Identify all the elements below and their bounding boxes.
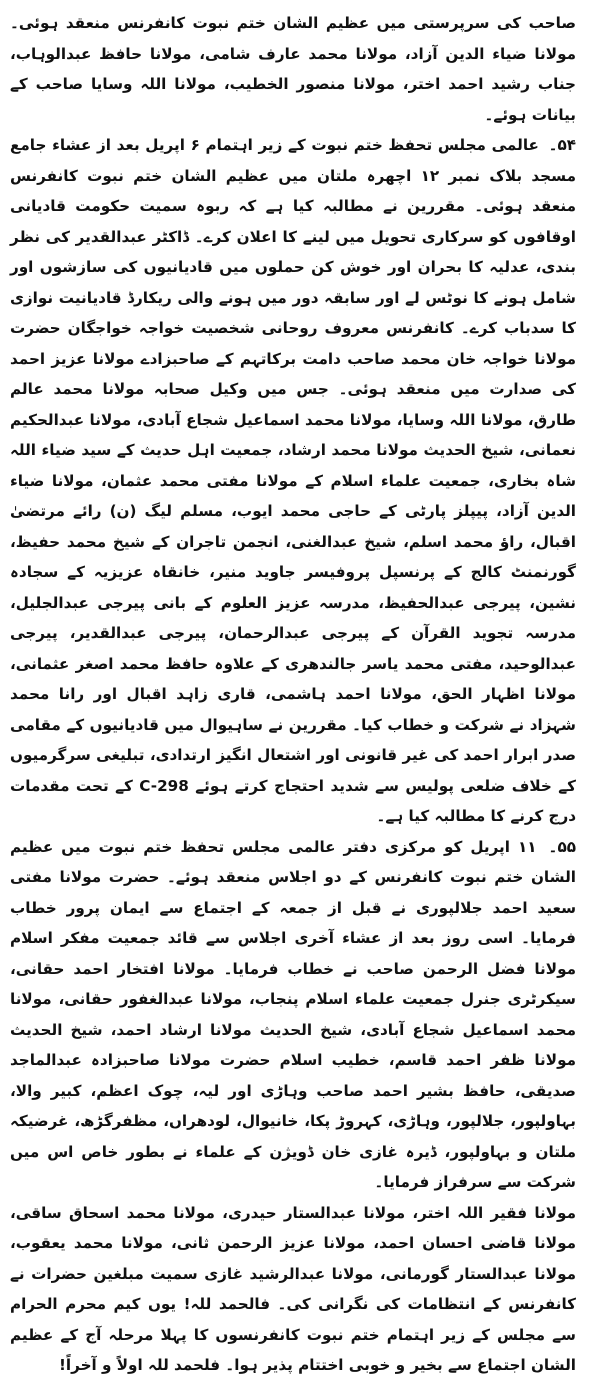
- paragraph-54: [10, 130, 576, 832]
- paragraph-54-text: عالمی مجلس تحفظ ختم نبوت کے زیر اہتمام ۶ اپریل بعد از عشاء جامع مسجد بلاک نمبر ۱۲ اچھرہ ملتان میں عظیم الشان ختم نبوت کانفرنس منعقد ہوئی۔ مقررین نے مطالبہ کیا ہے کہ ربوہ سمیت حکومت قادیانی اوقافوں کو سرکاری تحویل میں لینے کا اعلان کرے۔ ڈاکٹر عبدالقدیر کی نظر بندی، عدلیہ کا بحران اور خوش کن حملوں میں قادیانیوں کی سازشوں اور شامل ہونے کا نوٹس لے اور سابقہ دور میں ہونے والی ریکارڈ قادیانیت نوازی کا سدباب کرے۔ کانفرنس معروف روحانی شخصیت خواجہ خواجگان حضرت مولانا خواجہ خان محمد صاحب دامت برکاتہم کے صاحبزادے مولانا عزیز احمد کی صدارت میں منعقد ہوئی۔ جس میں وکیل صحابہ مولانا محمد عالم طارق، مولانا اللہ وسایا، مولانا محمد اسماعیل شجاع آبادی، مولانا عبدالحکیم نعمانی، شیخ الحدیث مولانا محمد ارشاد، جمعیت اہل حدیث کے سید ضیاء اللہ شاہ بخاری، جمعیت علماء اسلام کے مولانا مفتی محمد عثمان، مولانا ضیاء الدین آزاد، پیپلز پارٹی کے حاجی محمد ایوب، مسلم لیگ (ن) رائے مرتضیٰ اقبال، راؤ محمد اسلم، شیخ عبدالغنی، انجمن تاجران کے شیخ محمد حفیظ، گورنمنٹ کالج کے پرنسپل پروفیسر جاوید منیر، خانقاہ عزیزیہ کے سجادہ نشین، پیرجی عبدالحفیظ، مدرسہ عزیز العلوم کے بانی پیرجی عبدالجلیل، مدرسہ تجوید القرآن کے پیرجی عبدالرحمان، پیرجی عبدالقدیر، پیرجی عبدالوحید، مفتی محمد یاسر جالندھری کے علاوہ حافظ محمد اصغر عثمانی، مولانا اظہار الحق، مولانا احمد ہاشمی، قاری زاہد اقبال اور رانا محمد شہزاد نے شرکت و خطاب کیا۔ مقررین نے ساہیوال میں قادیانیوں کے مقامی صدر ابرار احمد کی غیر قانونی اور اشتعال انگیز ارتدادی، تبلیغی سرگرمیوں کے خلاف ضلعی پولیس سے شدید احتجاج کرتے ہوئے C-298 کے تحت مقدمات درج کرنے کا مطالبہ کیا ہے۔: [10, 136, 577, 825]
- paragraph-final-text: مولانا فقیر اللہ اختر، مولانا عبدالستار حیدری، مولانا محمد اسحاق ساقی، مولانا قاضی احسان احمد، مولانا عزیز الرحمن ثانی، مولانا محمد یعقوب، مولانا عبدالستار گورمانی، مولانا عبدالرشید غازی سمیت مبلغین حضرات نے کانفرنس کے انتظامات کی نگرانی کی۔ فالحمد للہ! یوں کیم محرم الحرام سے مجلس کے زیر اہتمام ختم نبوت کانفرنسوں کا پہلا مرحلہ آج کے عظیم الشان اجتماع سے بخیر و خوبی اختتام پذیر ہوا۔: [10, 1203, 576, 1374]
- paragraph-1: [10, 8, 576, 130]
- paragraph-55-number: ۵۵۔: [548, 837, 576, 856]
- paragraph-54-number: ۵۴۔: [548, 136, 577, 154]
- paragraph-55-text: ۱۱ اپریل کو مرکزی دفتر عالمی مجلس تحفظ ختم نبوت میں عظیم الشان ختم نبوت کانفرنس کے دو اجلاس منعقد ہوئے۔ حضرت مولانا مفتی سعید احمد جلالپوری نے قبل از جمعہ کے اجتماع سے ایمان پرور خطاب فرمایا۔ اسی روز بعد از عشاء آخری اجلاس سے قائد جمعیت مفکر اسلام مولانا فضل الرحمن صاحب نے خطاب فرمایا۔ مولانا افتخار احمد حقانی، سیکرٹری جنرل جمعیت علماء اسلام پنجاب، مولانا عبدالغفور حقانی، مولانا محمد اسماعیل شجاع آبادی، شیخ الحدیث مولانا ارشاد احمد، شیخ الحدیث مولانا ظفر احمد قاسم، خطیب اسلام حضرت مولانا صاحبزادہ عبدالماجد صدیقی، حافظ بشیر احمد صاحب وہاڑی اور لیہ، چوک اعظم، کبیر والا، بہاولپور، جلالپور، وہاڑی، کہروڑ پکا، خانیوال، لودھراں، مظفرگڑھ، غرضیکہ ملتان و بہاولپور، ڈیرہ غازی خان ڈویژن کے علماء نے بطور خاص اس میں شرکت سے سرفراز فرمایا۔: [10, 837, 576, 1191]
- paragraph-55: [10, 832, 576, 1198]
- paragraph-1-text: صاحب کی سرپرستی میں عظیم الشان ختم نبوت کانفرنس منعقد ہوئی۔ مولانا ضیاء الدین آزاد، مولانا محمد عارف شامی، مولانا حافظ عبدالوہاب، جناب رشید احمد اختر، مولانا منصور الخطیب، مولانا اللہ وسایا صاحب کے بیانات ہوئے۔: [10, 14, 576, 124]
- paragraph-final: [10, 1198, 576, 1381]
- closing-phrase: فلحمد للہ اولاً و آخراً!: [58, 1356, 221, 1374]
